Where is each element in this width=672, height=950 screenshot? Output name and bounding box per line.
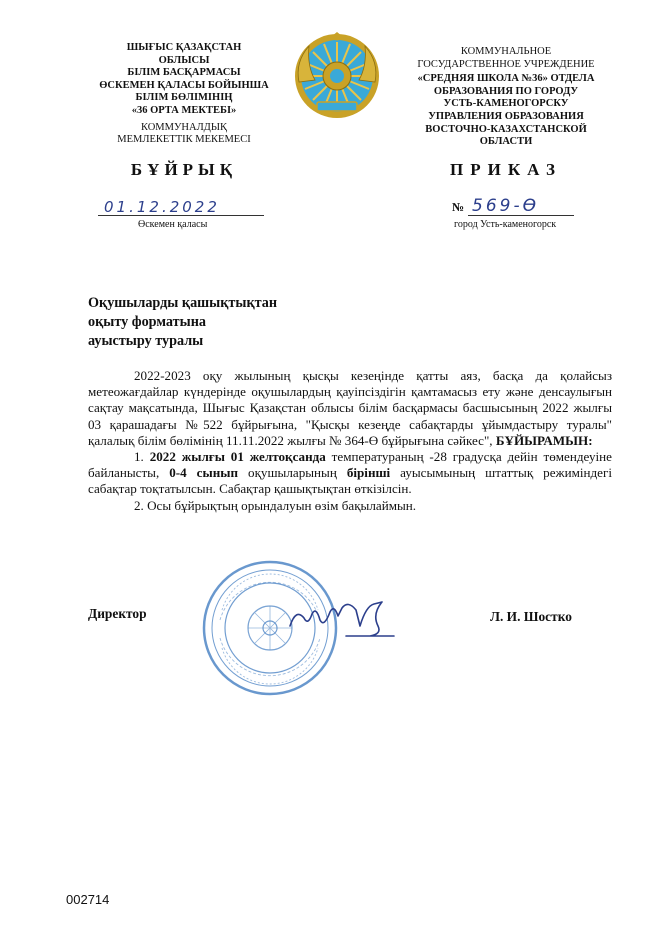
left-header-sub: МЕМЛЕКЕТТІК МЕКЕМЕСІ [117,134,251,146]
left-header-line: БІЛІМ БАСҚАРМАСЫ [127,67,241,79]
right-header [406,46,606,149]
right-header-line: УПРАВЛЕНИЯ ОБРАЗОВАНИЯ [428,110,584,122]
right-header-sub: КОММУНАЛЬНОЕ [460,46,552,57]
right-header-line: ОБРАЗОВАНИЯ ПО ГОРОДУ [433,85,579,97]
right-header-line: ОБЛАСТИ [479,136,533,148]
state-emblem [293,32,381,120]
number-underline [468,215,574,216]
number-handwritten: 569-Ө [472,196,539,216]
subject-line: оқыту форматына [88,314,206,330]
subject-line: Оқушыларды қашықтықтан [88,295,278,311]
clause-1-text-b: оқушыларының [238,465,347,481]
date-field [98,198,266,218]
left-header [96,42,272,147]
clause-1 [88,449,612,498]
clause-1-shift: бірінші [346,465,391,481]
left-header-line: БІЛІМ БӨЛІМІНІҢ [135,92,233,104]
clause-1-date: 2022 жылғы 01 желтоқсанда [149,449,326,465]
director-signature [286,596,406,646]
left-header-line: «36 ОРТА МЕКТЕБІ» [131,104,237,116]
emblem-icon [293,32,381,120]
preamble-text: 2022-2023 оқу жылының қысқы кезеңінде қатты аяз, басқа да қолайсыз метеожағдайлар күндерінде оқушылардың қауіпсіздігін қамтамасыз ету және денсаулығын сақтау мақсатында, Шығыс Қазақстан облысы білім басқармасы басшысының 2022 жылғы 03 қарашадағы №522 бұйрығына, "Қысқы кезеңде сабақтарды ұйымдастыру туралы" қалалық білім бөлімінің 11.11.2022 жылғы № 364-Ө бұйрығына сәйкес", [88,368,612,448]
left-city: Өскемен қаласы [138,219,208,230]
director-name: Л. И. Шостко [490,609,572,624]
order-body [88,368,612,514]
preamble-paragraph [88,368,612,449]
right-header-line: УСТЬ-КАМЕНОГОРСКУ [443,98,569,110]
left-header-line: ОБЛЫСЫ [158,54,210,66]
number-field [452,196,576,218]
order-keyword: БҰЙЫРАМЫН: [495,432,593,448]
left-header-line: ӨСКЕМЕН ҚАЛАСЫ БОЙЫНША [99,79,269,91]
number-label: № [452,200,465,214]
date-underline [98,215,264,216]
form-serial-number: 002714 [66,892,110,907]
clause-1-text-a: температураның -28 градусқа дейін төмендеуіне байланысты, [88,449,612,481]
right-doc-type: ПРИКАЗ [450,160,562,179]
left-doc-type: БҰЙРЫҚ [130,160,238,179]
right-header-line: ВОСТОЧНО-КАЗАХСТАНСКОЙ [425,123,587,135]
clause-1-num: 1. [134,449,144,465]
date-handwritten: 01.12.2022 [104,198,220,216]
left-header-line: ШЫҒЫС ҚАЗАҚСТАН [126,42,242,53]
left-header-sub: КОММУНАЛДЫҚ [140,121,228,133]
subject-line: ауыстыру туралы [88,333,204,349]
signature-icon [286,596,406,646]
clause-1-text-c: ауысымының штаттық режиміндегі сабақтар тоқтатылсын. Сабақтар қашықтықтан өткізілсін. [88,465,613,497]
right-header-sub: ГОСУДАРСТВЕННОЕ УЧРЕЖДЕНИЕ [417,58,595,70]
clause-1-grades: 0-4 сынып [169,465,239,481]
director-title: Директор [88,606,147,621]
clause-2: 2. Осы бұйрықтың орындалуын өзім бақылаймын. [134,497,417,513]
order-subject [88,294,348,351]
right-city: город Усть-каменогорск [454,219,557,230]
right-header-line: «СРЕДНЯЯ ШКОЛА №36» ОТДЕЛА [417,73,595,85]
